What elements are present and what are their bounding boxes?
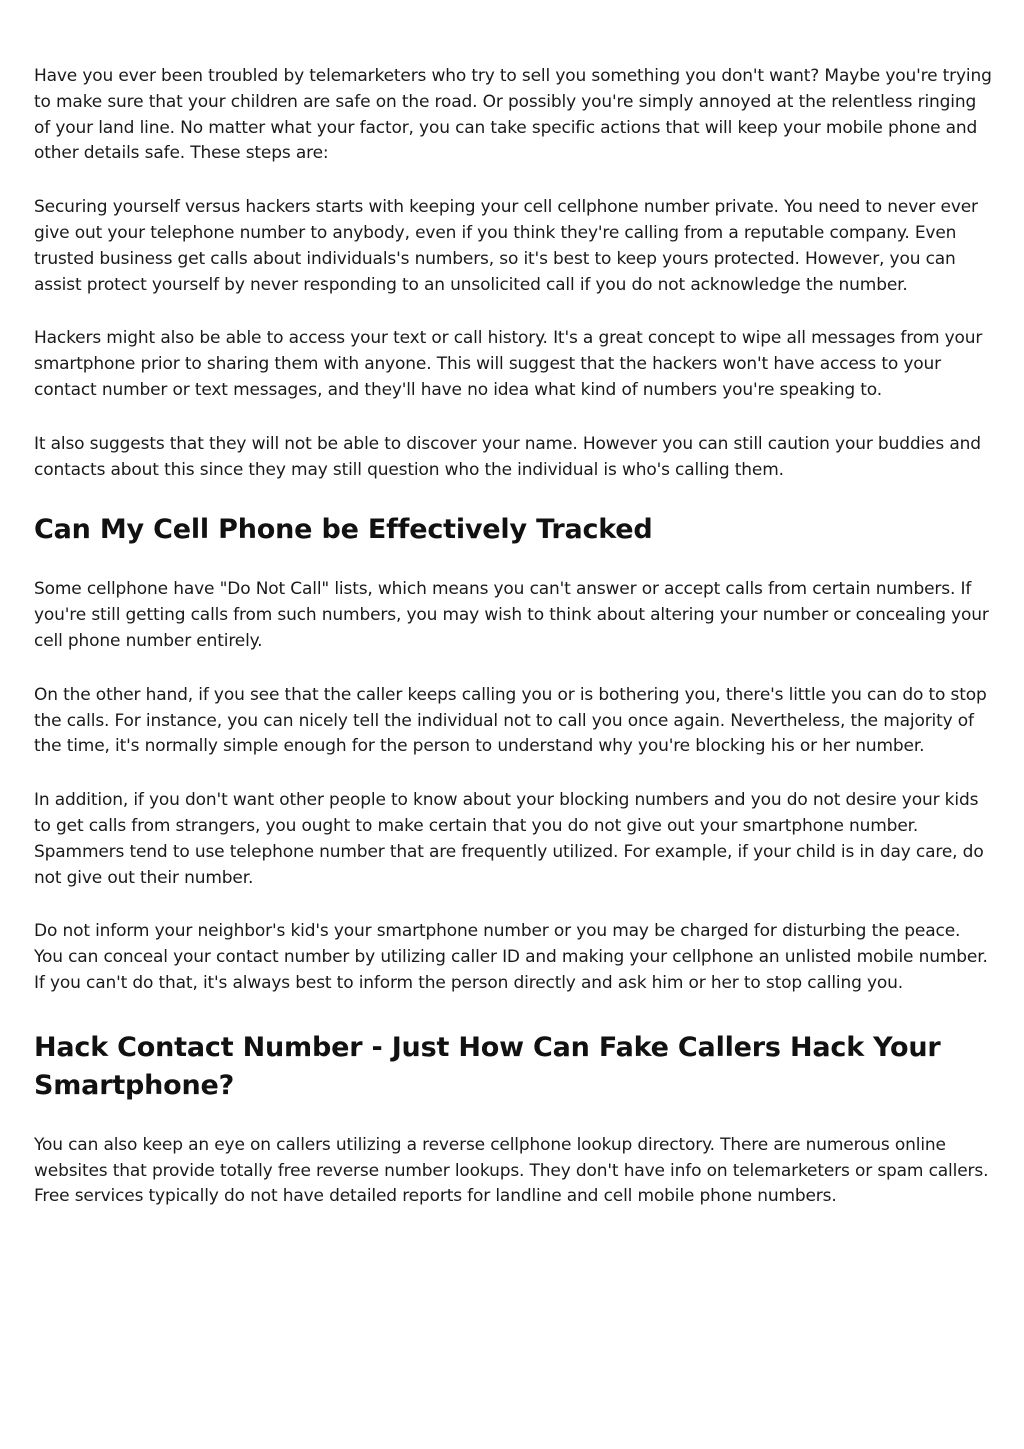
heading-fake-callers: Hack Contact Number - Just How Can Fake Callers Hack Your Smartphone?	[34, 1031, 941, 1101]
paragraph-telemarketers: Have you ever been troubled by telemarketers who try to sell you something you don't want? Maybe you're trying to make sure that your children are safe on the road. Or possibly you're simply annoyed at the relentless ringing of your land line. No matter what your factor, you can take specific actions that will keep your mobile phone and other details safe. These steps are:	[34, 66, 992, 164]
paragraph-discover-name: It also suggests that they will not be able to discover your name. However you can still caution your buddies and contacts about this since they may still question who the individual is who's calling them.	[34, 433, 981, 480]
heading-cell-phone-tracked: Can My Cell Phone be Effectively Tracked	[34, 514, 653, 546]
paragraph-do-not-call: Some cellphone have "Do Not Call" lists, which means you can't answer or accept calls from certain numbers. If you're still getting calls from such numbers, you may wish to think about altering your number or concealing your cell phone number entirely.	[34, 579, 989, 651]
paragraph-call-history: Hackers might also be able to access your text or call history. It's a great concept to wipe all messages from your smartphone prior to sharing them with anyone. This will suggest that the hackers won't have access to your contact number or text messages, and they'll have no idea what kind of numbers you're speaking to.	[34, 328, 983, 400]
paragraph-neighbor-kid: Do not inform your neighbor's kid's your smartphone number or you may be charged for disturbing the peace. You can conceal your contact number by utilizing caller ID and making your cellphone an unlisted mobile number. If you can't do that, it's always best to inform the person directly and ask him or her to stop calling you.	[34, 921, 988, 993]
paragraph-blocking-numbers: In addition, if you don't want other people to know about your blocking numbers and you do not desire your kids to get calls from strangers, you ought to make certain that you do not give out your smartphone number. Spammers tend to use telephone number that are frequently utilized. For example, if your child is in day care, do not give out their number.	[34, 790, 984, 888]
article-body	[34, 64, 992, 1238]
paragraph-securing-yourself: Securing yourself versus hackers starts with keeping your cell cellphone number private. You need to never ever give out your telephone number to anybody, even if you think they're calling from a reputable company. Even trusted business get calls about individuals's numbers, so it's best to keep yours protected. However, you can assist protect yourself by never responding to an unsolicited call if you do not acknowledge the number.	[34, 197, 978, 295]
paragraph-reverse-lookup: You can also keep an eye on callers utilizing a reverse cellphone lookup directory. There are numerous online websites that provide totally free reverse number lookups. They don't have info on telemarketers or spam callers. Free services typically do not have detailed reports for landline and cell mobile phone numbers.	[34, 1134, 989, 1207]
paragraph-caller-keeps-calling: On the other hand, if you see that the caller keeps calling you or is bothering you, there's little you can do to stop the calls. For instance, you can nicely tell the individual not to call you once again. Nevertheless, the majority of the time, it's normally simple enough for the person to understand why you're blocking his or her number.	[34, 684, 987, 757]
